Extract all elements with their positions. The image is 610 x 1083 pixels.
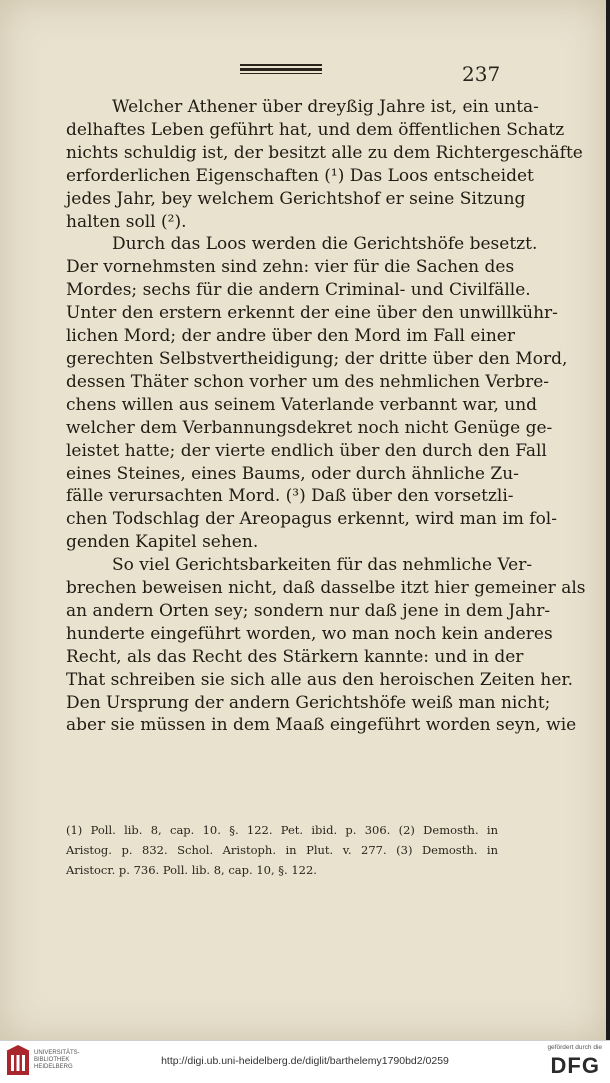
text-line: hunderte eingeführt worden, wo man noch kein anderes <box>66 623 553 644</box>
page-number: 237 <box>462 62 501 86</box>
text-line: So viel Gerichtsbarkeiten für das nehmliche Ver- <box>112 555 533 576</box>
text-line: halten soll (²). <box>66 211 187 232</box>
sponsor-note: gefördert durch die <box>547 1044 602 1051</box>
text-line: erforderlichen Eigenschaften (¹) Das Loos entscheidet <box>66 165 534 186</box>
text-line: genden Kapitel sehen. <box>66 532 259 553</box>
text-line: fälle verursachten Mord. (³) Daß über den vorsetzli- <box>66 486 514 507</box>
dfg-logo[interactable]: DFG <box>550 1053 600 1078</box>
footnote-line: (1) Poll. lib. 8, cap. 10. §. 122. Pet. ibid. p. 306. (2) Demosth. in <box>66 823 498 837</box>
header-ornament-rule <box>240 64 322 74</box>
text-line: brechen beweisen nicht, daß dasselbe itzt hier gemeiner als <box>66 578 586 599</box>
text-line: Mordes; sechs für die andern Criminal- und Civilfälle. <box>66 280 531 301</box>
footnote-line: Aristog. p. 832. Schol. Aristoph. in Plut. v. 277. (3) Demosth. in <box>66 843 498 857</box>
text-line: Den Ursprung der andern Gerichtshöfe weiß man nicht; <box>66 692 551 713</box>
body-text <box>66 96 586 737</box>
text-line: Recht, als das Recht des Stärkern kannte: und in der <box>66 646 524 667</box>
text-line: eines Steines, eines Baums, oder durch ähnliche Zu- <box>66 463 519 484</box>
university-library-logo-icon[interactable] <box>6 1045 30 1077</box>
text-line: lichen Mord; der andre über den Mord im Fall einer <box>66 326 515 347</box>
footnotes <box>66 820 498 880</box>
permalink-url[interactable]: http://digi.ub.uni-heidelberg.de/diglit/barthelemy1790bd2/0259 <box>161 1055 449 1067</box>
footnote-line: Aristocr. p. 736. Poll. lib. 8, cap. 10, §. 122. <box>66 863 317 877</box>
text-line: Der vornehmsten sind zehn: vier für die Sachen des <box>66 257 515 278</box>
viewer-footer <box>0 1040 610 1083</box>
text-line: leistet hatte; der vierte endlich über den durch den Fall <box>66 440 547 461</box>
text-line: chens willen aus seinem Vaterlande verbannt war, und <box>66 394 538 415</box>
text-line: dessen Thäter schon vorher um des nehmlichen Verbre- <box>66 371 550 392</box>
text-line: Unter den erstern erkennt der eine über den unwillkühr- <box>66 303 558 324</box>
text-line: an andern Orten sey; sondern nur daß jene in dem Jahr- <box>66 600 551 621</box>
text-line: That schreiben sie sich alle aus den heroischen Zeiten her. <box>66 669 574 690</box>
text-line: chen Todschlag der Areopagus erkennt, wird man im fol- <box>66 509 557 530</box>
text-line: Durch das Loos werden die Gerichtshöfe besetzt. <box>112 234 538 255</box>
text-line: aber sie müssen in dem Maaß eingeführt worden seyn, wie <box>66 715 577 736</box>
library-name: UNIVERSITÄTS- BIBLIOTHEK HEIDELBERG <box>34 1050 80 1070</box>
text-line: jedes Jahr, bey welchem Gerichtshof er seine Sitzung <box>66 188 526 209</box>
text-line: welcher dem Verbannungsdekret noch nicht Genüge ge- <box>66 417 553 438</box>
text-line: nichts schuldig ist, der besitzt alle zu dem Richtergeschäfte <box>66 142 583 163</box>
text-line: gerechten Selbstvertheidigung; der dritte über den Mord, <box>66 348 568 369</box>
text-line: delhaftes Leben geführt hat, und dem öffentlichen Schatz <box>66 119 565 140</box>
text-line: Welcher Athener über dreyßig Jahre ist, ein unta- <box>112 97 539 117</box>
